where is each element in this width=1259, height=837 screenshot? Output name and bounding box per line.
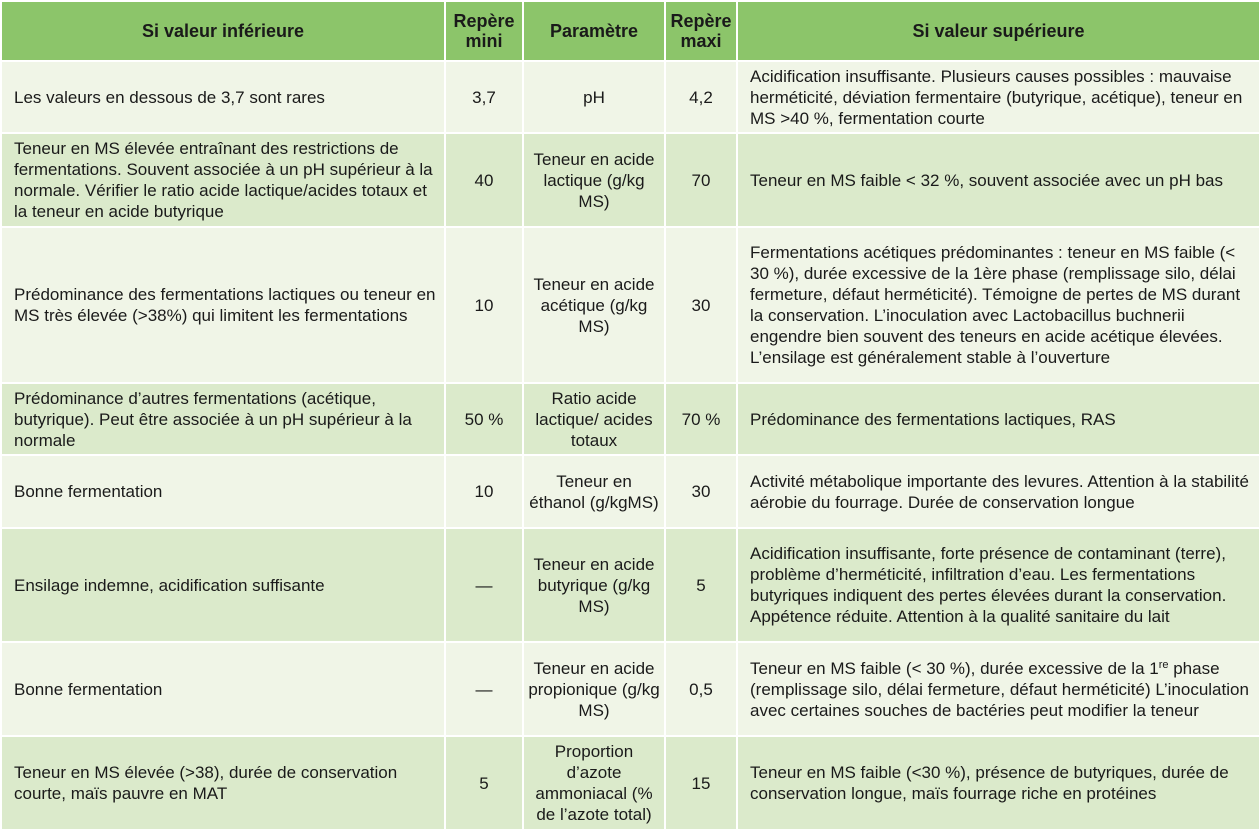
cell-mini: 10 xyxy=(445,227,523,383)
cell-maxi: 30 xyxy=(665,227,737,383)
cell-maxi: 15 xyxy=(665,736,737,830)
cell-param: Teneur en acide lactique (g/kg MS) xyxy=(523,133,665,227)
cell-sup: Fermentations acétiques prédominantes : teneur en MS faible (< 30 %), durée excessive de la 1ère phase (remplissage silo, délai fermeture, défaut herméticité). Témoigne de pertes de MS durant la conservation. L’inoculation avec Lactobacillus buchnerii engendre bien souvent des teneurs en acide acétique élevées. L’ensilage est généralement stable à l’ouverture xyxy=(737,227,1259,383)
cell-mini: 50 % xyxy=(445,383,523,455)
table-row-acide-lactique xyxy=(1,133,1259,227)
cell-sup: Prédominance des fermentations lactiques, RAS xyxy=(737,383,1259,455)
table-row-acide-acetique xyxy=(1,227,1259,383)
header-repere-mini: Repère mini xyxy=(445,1,523,61)
cell-maxi: 4,2 xyxy=(665,61,737,133)
cell-mini: 40 xyxy=(445,133,523,227)
header-row xyxy=(1,1,1259,61)
cell-inf: Bonne fermentation xyxy=(1,642,445,736)
cell-inf: Les valeurs en dessous de 3,7 sont rares xyxy=(1,61,445,133)
cell-param: Proportion d’azote ammoniacal (% de l’azote total) xyxy=(523,736,665,830)
cell-param: Teneur en acide propionique (g/kg MS) xyxy=(523,642,665,736)
cell-inf: Ensilage indemne, acidification suffisante xyxy=(1,528,445,642)
table-row-ph xyxy=(1,61,1259,133)
cell-mini: 3,7 xyxy=(445,61,523,133)
cell-inf: Teneur en MS élevée entraînant des restrictions de fermentations. Souvent associée à un pH supérieur à la normale. Vérifier le ratio acide lactique/acides totaux et la teneur en acide butyrique xyxy=(1,133,445,227)
superscript-re: re xyxy=(1158,658,1169,671)
cell-mini: — xyxy=(445,528,523,642)
cell-maxi: 70 % xyxy=(665,383,737,455)
table-row-acide-butyrique xyxy=(1,528,1259,642)
cell-mini: 5 xyxy=(445,736,523,830)
header-si-valeur-inferieure: Si valeur inférieure xyxy=(1,1,445,61)
cell-param: pH xyxy=(523,61,665,133)
cell-inf: Prédominance des fermentations lactiques ou teneur en MS très élevée (>38%) qui limitent les fermentations xyxy=(1,227,445,383)
table-row-ethanol xyxy=(1,455,1259,528)
cell-maxi: 5 xyxy=(665,528,737,642)
cell-param: Ratio acide lactique/ acides totaux xyxy=(523,383,665,455)
cell-inf: Prédominance d’autres fermentations (acétique, butyrique). Peut être associée à un pH supérieur à la normale xyxy=(1,383,445,455)
table-row-acide-propionique xyxy=(1,642,1259,736)
table-row-azote-ammoniacal xyxy=(1,736,1259,830)
cell-mini: 10 xyxy=(445,455,523,528)
cell-sup: Activité métabolique importante des levures. Attention à la stabilité aérobie du fourrage. Durée de conservation longue xyxy=(737,455,1259,528)
cell-param: Teneur en acide acétique (g/kg MS) xyxy=(523,227,665,383)
cell-param: Teneur en acide butyrique (g/kg MS) xyxy=(523,528,665,642)
cell-inf: Teneur en MS élevée (>38), durée de conservation courte, maïs pauvre en MAT xyxy=(1,736,445,830)
table-row-ratio-acide-lactique xyxy=(1,383,1259,455)
header-si-valeur-superieure: Si valeur supérieure xyxy=(737,1,1259,61)
cell-maxi: 30 xyxy=(665,455,737,528)
cell-sup xyxy=(737,642,1259,736)
cell-sup: Acidification insuffisante, forte présence de contaminant (terre), problème d’herméticité, infiltration d’eau. Les fermentations butyriques indiquent des pertes élevées durant la conservation. Appétence réduite. Attention à la qualité sanitaire du lait xyxy=(737,528,1259,642)
cell-sup-text: Teneur en MS faible (< 30 %), durée excessive de la 1 xyxy=(750,658,1159,678)
cell-sup-text-continued: phase (remplissage silo, délai fermeture, défaut herméticité) L’inoculation avec certaines souches de bactéries peut modifier la teneur xyxy=(750,658,1249,720)
cell-maxi: 0,5 xyxy=(665,642,737,736)
cell-sup: Teneur en MS faible (<30 %), présence de butyriques, durée de conservation longue, maïs fourrage riche en protéines xyxy=(737,736,1259,830)
cell-sup: Acidification insuffisante. Plusieurs causes possibles : mauvaise herméticité, déviation fermentaire (butyrique, acétique), teneur en MS >40 %, fermentation courte xyxy=(737,61,1259,133)
cell-sup: Teneur en MS faible < 32 %, souvent associée avec un pH bas xyxy=(737,133,1259,227)
cell-mini: — xyxy=(445,642,523,736)
cell-param: Teneur en éthanol (g/kgMS) xyxy=(523,455,665,528)
cell-maxi: 70 xyxy=(665,133,737,227)
header-repere-maxi: Repère maxi xyxy=(665,1,737,61)
cell-inf: Bonne fermentation xyxy=(1,455,445,528)
header-parametre: Paramètre xyxy=(523,1,665,61)
